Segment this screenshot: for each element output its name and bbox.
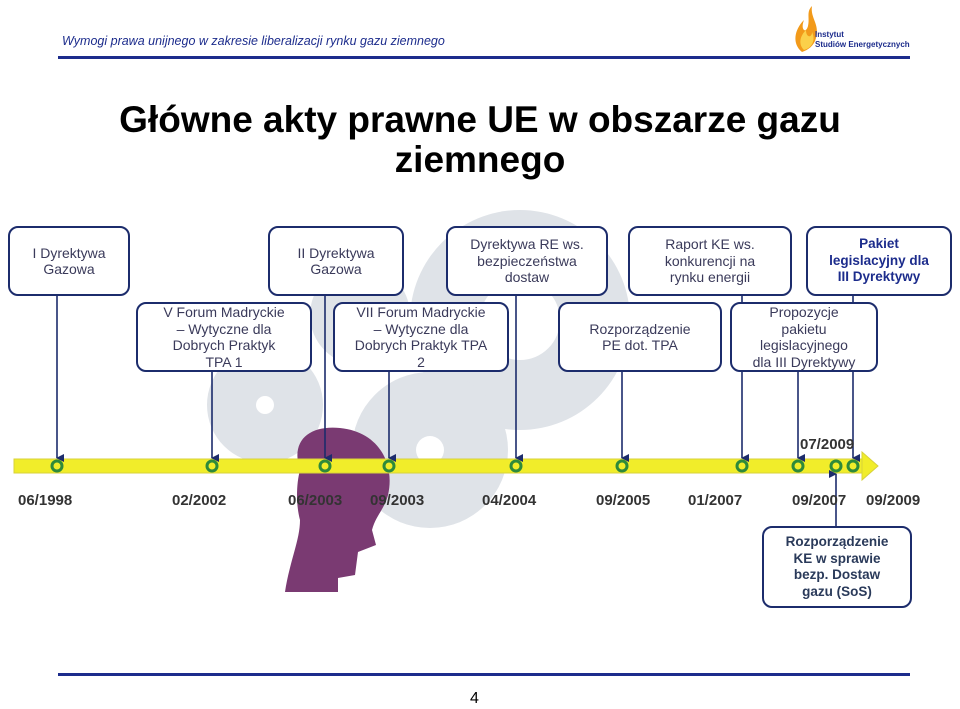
date-label: 09/2003 — [370, 492, 425, 509]
logo-text — [815, 30, 910, 50]
box-raport-ke-konkurencji — [628, 226, 792, 296]
logo-line-1: Instytut — [815, 30, 844, 39]
box-line: dla III Dyrektywy — [752, 353, 856, 370]
box-line: TPA 1 — [205, 353, 243, 370]
box-dyrektywa-re-bezpieczenstwa — [446, 226, 608, 296]
box-line: legislacyjnego — [760, 337, 848, 353]
box-line: Rozporządzenie — [589, 320, 691, 337]
date-label: 01/2007 — [688, 492, 743, 509]
box-line: VII Forum Madryckie — [356, 304, 486, 320]
timeline-bar — [14, 459, 862, 473]
timeline-node — [320, 461, 330, 471]
page-title — [60, 100, 900, 180]
logo-line-2: Studiów Energetycznych — [815, 40, 910, 49]
timeline-diagram — [0, 200, 960, 620]
box-vii-forum-madryckie — [333, 302, 509, 372]
timeline-node — [848, 461, 858, 471]
date-label: 07/2009 — [800, 436, 855, 453]
timeline-node — [511, 461, 521, 471]
box-line: – Wytyczne dla — [176, 320, 272, 337]
box-line: Rozporządzenie — [785, 534, 889, 549]
box-line: III Dyrektywy — [837, 269, 921, 285]
box-line: Raport KE ws. — [665, 236, 755, 253]
box-rozporzadzenie-pe-tpa — [558, 302, 722, 372]
timeline-node — [617, 461, 627, 471]
timeline-arrowhead — [862, 452, 878, 480]
box-line: KE w sprawie — [793, 550, 881, 566]
box-rozporzadzenie-ke-sos — [762, 526, 912, 608]
date-label: 02/2002 — [172, 492, 227, 509]
box-line: dostaw — [504, 269, 550, 286]
date-label: 09/2005 — [596, 492, 651, 509]
box-line: pakietu — [781, 320, 827, 337]
box-line: legislacyjny dla — [829, 252, 929, 268]
date-label: 09/2009 — [866, 492, 921, 509]
box-propozycje-pakietu — [730, 302, 878, 372]
box-line: I Dyrektywa — [32, 244, 106, 261]
box-line: Dobrych Praktyk — [172, 337, 276, 353]
box-pakiet-legislacyjny — [806, 226, 952, 296]
date-label: 04/2004 — [482, 492, 537, 509]
box-line: PE dot. TPA — [602, 337, 678, 353]
box-line: Gazowa — [43, 261, 95, 277]
timeline-node — [384, 461, 394, 471]
timeline-node — [793, 461, 803, 471]
timeline-node — [207, 461, 217, 471]
box-v-forum-madryckie — [136, 302, 312, 372]
box-line: – Wytyczne dla — [373, 320, 469, 337]
box-line: bezpieczeństwa — [477, 252, 577, 269]
box-line: konkurencji na — [664, 252, 756, 269]
box-line: 2 — [417, 353, 425, 370]
box-line: bezp. Dostaw — [793, 567, 881, 582]
timeline-node — [52, 461, 62, 471]
page-title-line-2: ziemnego — [394, 139, 566, 180]
timeline-node — [831, 461, 841, 471]
box-line: rynku energii — [669, 269, 751, 286]
date-label: 06/1998 — [18, 492, 73, 509]
head-silhouette-icon — [285, 428, 390, 592]
box-line: gazu (SoS) — [802, 583, 872, 599]
box-line: II Dyrektywa — [297, 244, 375, 261]
header-title: Wymogi prawa unijnego w zakresie liberalizacji rynku gazu ziemnego — [62, 34, 445, 48]
box-line: Pakiet — [859, 236, 899, 252]
box-line: Gazowa — [310, 261, 362, 277]
timeline-node — [737, 461, 747, 471]
page-title-line-1: Główne akty prawne UE w obszarze gazu — [119, 99, 841, 140]
footer-divider — [58, 673, 910, 676]
header-divider — [58, 56, 910, 59]
box-ii-dyrektywa-gazowa — [268, 226, 404, 296]
date-label: 09/2007 — [792, 492, 847, 509]
box-line: Propozycje — [769, 304, 839, 320]
box-line: Dyrektywa RE ws. — [470, 236, 584, 253]
box-line: Dobrych Praktyk TPA — [354, 337, 488, 353]
date-label: 06/2003 — [288, 492, 343, 509]
box-i-dyrektywa-gazowa — [8, 226, 130, 296]
page-number: 4 — [470, 690, 479, 707]
box-line: V Forum Madryckie — [163, 304, 285, 320]
